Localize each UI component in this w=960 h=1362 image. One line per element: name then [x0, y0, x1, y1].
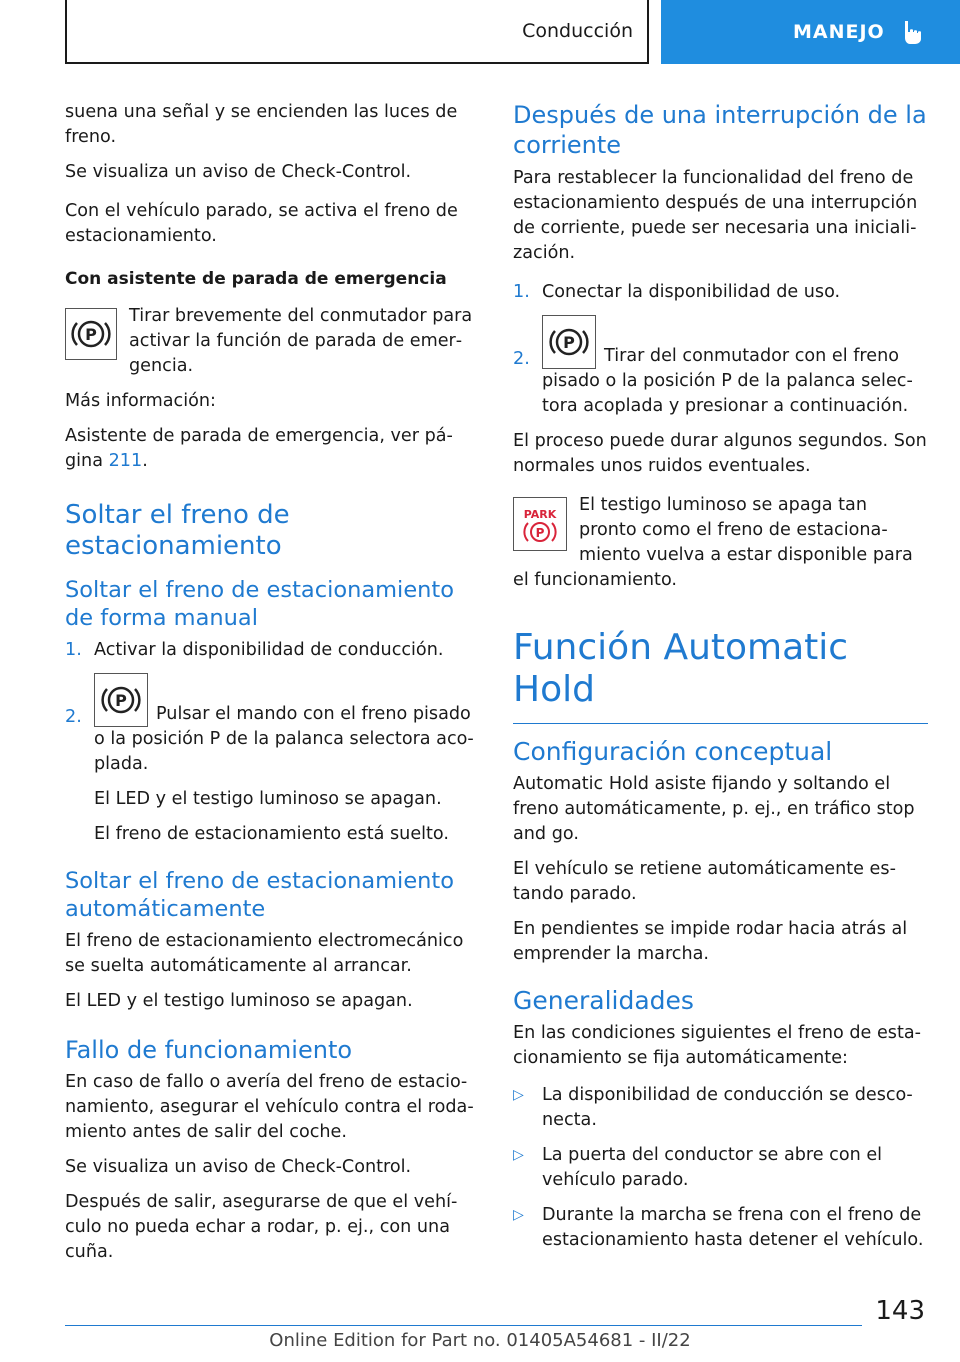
svg-text:P: P [85, 325, 97, 344]
list-item [513, 1203, 928, 1253]
heading-release: Soltar el freno de estacionamiento [65, 500, 290, 561]
page-number: 143 [875, 1296, 925, 1326]
list-item [513, 280, 928, 305]
list-item [513, 1083, 928, 1133]
parking-brake-icon [542, 315, 596, 369]
paragraph: Para restablecer la funcionalidad del freno de estacionamiento después de una interrupción de corriente, puede ser necesaria una inicialización. [513, 168, 918, 263]
step-text: Pulsar el mando con el freno pisado o la posición P de la palanca selectora acoplada. [94, 704, 474, 774]
park-label: PARK [523, 508, 557, 521]
park-block [513, 493, 928, 603]
section-title: Conducción [522, 20, 633, 42]
paragraph: Tirar brevemente del conmutador para activar la función de parada de emergencia. [129, 306, 473, 376]
paragraph: Automatic Hold asiste fijando y soltando el freno automáticamente, p. ej., en tráfico stop and go. [513, 774, 915, 844]
paragraph: Se visualiza un aviso de Check-Control. [65, 1157, 412, 1177]
heading-hold: Función Automatic Hold [513, 627, 928, 724]
list-item [513, 1143, 928, 1193]
parking-brake-icon [65, 308, 117, 360]
svg-text:P: P [563, 333, 575, 352]
paragraph: En caso de fallo o avería del freno de estacionamiento, asegurar el vehículo contra el rodamiento antes de salir del coche. [65, 1072, 474, 1142]
triangle-bullet-icon: ▷ [513, 1207, 524, 1223]
reference-end: . [142, 451, 148, 471]
paragraph: En las condiciones siguientes el freno de estacionamiento se fija automáticamente: [513, 1023, 922, 1068]
triangle-bullet-icon: ▷ [513, 1087, 524, 1103]
subsection-title: Con asistente de parada de emergencia [65, 269, 447, 289]
bullet-text: La puerta del conductor se abre con el vehículo parado. [542, 1145, 883, 1190]
heading-auto: Soltar el freno de estacionamiento automáticamente [65, 868, 455, 922]
paragraph: Se visualiza un aviso de Check-Control. [65, 162, 412, 182]
emergency-block [65, 304, 480, 389]
bullet-list [513, 1083, 928, 1253]
list-item [65, 638, 480, 663]
step-text: Conectar la disponibilidad de uso. [542, 282, 841, 302]
section-header [65, 0, 649, 64]
heading-power: Después de una interrupción de la corriente [513, 101, 927, 159]
step-text: Activar la disponibilidad de conducción. [94, 640, 444, 660]
paragraph: Más información: [65, 391, 216, 411]
step-number: 1. [513, 282, 530, 302]
step-number: 2. [65, 707, 82, 727]
paragraph: El proceso puede durar algunos segundos. Son normales unos ruidos eventuales. [513, 431, 927, 476]
left-column [65, 100, 480, 1275]
step-number: 1. [65, 640, 82, 660]
step-text: Tirar del conmutador con el freno pisado o la posición P de la palanca selectora acoplada y presionar a continuación. [542, 346, 913, 416]
chapter-title: MANEJO [793, 21, 885, 43]
reference-text: Asistente de parada de emergencia, ver página [65, 426, 453, 471]
paragraph: El LED y el testigo luminoso se apagan. [65, 991, 413, 1011]
paragraph: El vehículo se retiene automáticamente estando parado. [513, 859, 896, 904]
list-item [65, 673, 480, 777]
paragraph: suena una señal y se encienden las luces de freno. [65, 102, 458, 147]
parking-brake-icon [94, 673, 148, 727]
footer-divider [65, 1325, 862, 1326]
park-warning-icon [513, 497, 567, 551]
reference [65, 424, 480, 474]
paragraph: El testigo luminoso se apaga tan pronto como el freno de estacionamiento vuelva a estar disponible para el funcionamiento. [513, 495, 913, 590]
right-column [513, 100, 928, 1263]
step-number: 2. [513, 349, 530, 369]
bullet-text: La disponibilidad de conducción se desconecta. [542, 1085, 913, 1130]
paragraph: Con el vehículo parado, se activa el freno de estacionamiento. [65, 201, 458, 246]
heading-fault: Fallo de funcionamiento [65, 1036, 353, 1064]
svg-text:P: P [115, 691, 127, 710]
heading-concept: Configuración conceptual [513, 737, 833, 766]
bullet-text: Durante la marcha se frena con el freno de estacionamiento hasta detener el vehículo. [542, 1205, 924, 1250]
edition-text: Online Edition for Part no. 01405A54681 - II/22 [269, 1330, 691, 1351]
triangle-bullet-icon: ▷ [513, 1147, 524, 1163]
heading-general: Generalidades [513, 986, 694, 1015]
page-link[interactable]: 211 [108, 451, 143, 471]
svg-text:P: P [535, 526, 545, 540]
paragraph: El LED y el testigo luminoso se apagan. [94, 789, 442, 809]
paragraph: El freno de estacionamiento está suelto. [94, 824, 449, 844]
list-item [513, 315, 928, 419]
paragraph: En pendientes se impide rodar hacia atrás al emprender la marcha. [513, 919, 908, 964]
paragraph: El freno de estacionamiento electromecánico se suelta automáticamente al arrancar. [65, 931, 464, 976]
chapter-tab[interactable] [661, 0, 960, 64]
pointing-hand-icon [899, 19, 925, 45]
paragraph: Después de salir, asegurarse de que el vehículo no pueda echar a rodar, p. ej., con una cuña. [65, 1192, 458, 1262]
heading-manual: Soltar el freno de estacionamiento de forma manual [65, 577, 455, 631]
